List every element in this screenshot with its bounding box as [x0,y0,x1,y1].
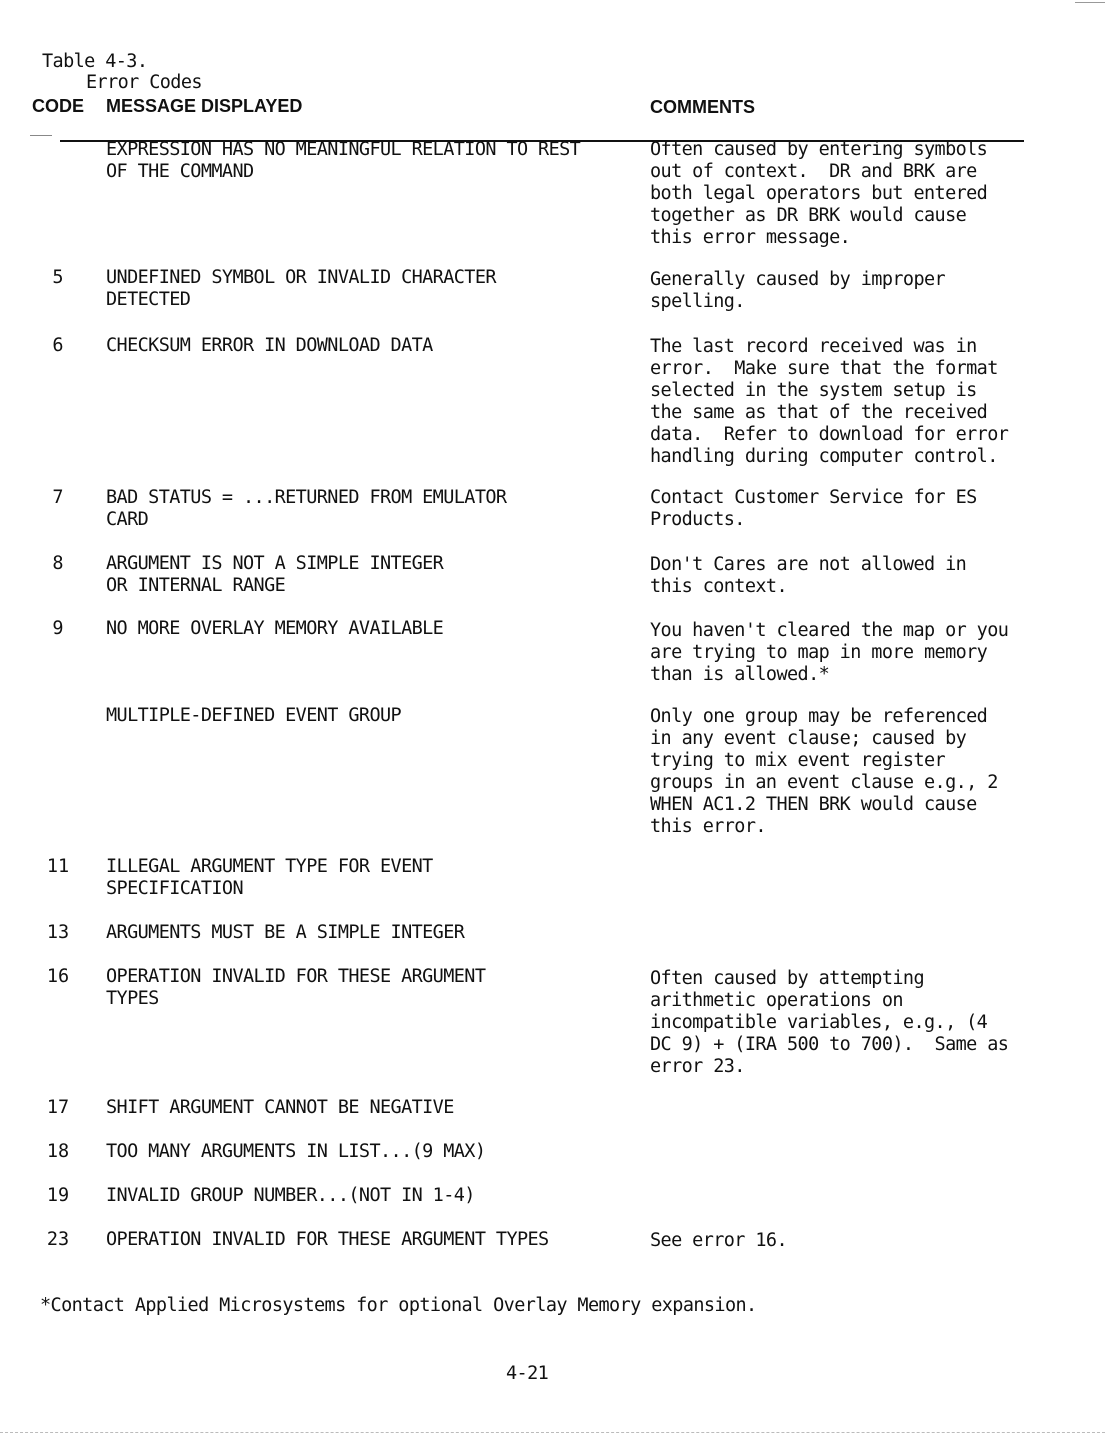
row-message: EXPRESSION HAS NO MEANINGFUL RELATION TO REST OF THE COMMAND [106,139,581,182]
row-comment: Often caused by attempting arithmetic operations on incompatible variables, e.g., (4 DC 9) + (IRA 500 to 700). Same as error 23. [650,968,1009,1077]
row-code: 17 [46,1097,70,1118]
header-message: MESSAGE DISPLAYED [106,96,303,116]
row-code: 13 [46,922,70,943]
page-number: 4-21 [506,1363,549,1384]
row-comment: See error 16. [650,1230,787,1251]
row-message: ARGUMENTS MUST BE A SIMPLE INTEGER [106,922,465,943]
row-code: 16 [46,966,70,987]
row-code: 7 [52,487,64,508]
row-message: OPERATION INVALID FOR THESE ARGUMENT TYPES [106,1229,549,1250]
row-code: 11 [46,856,70,877]
row-code: 18 [46,1141,70,1162]
row-code: 9 [52,618,64,639]
row-code: 23 [46,1229,70,1250]
row-message: UNDEFINED SYMBOL OR INVALID CHARACTER DETECTED [106,267,496,310]
header-tick [30,135,52,136]
table-title: Error Codes [86,72,202,93]
row-message: CHECKSUM ERROR IN DOWNLOAD DATA [106,335,433,356]
row-message: MULTIPLE-DEFINED EVENT GROUP [106,705,402,726]
row-message: INVALID GROUP NUMBER...(NOT IN 1-4) [106,1185,475,1206]
row-message: OPERATION INVALID FOR THESE ARGUMENT TYPES [106,966,486,1009]
row-code: 5 [52,267,64,288]
row-code: 19 [46,1185,70,1206]
row-comment: Generally caused by improper spelling. [650,269,946,312]
header-comments: COMMENTS [650,97,755,117]
header-code: CODE [32,96,85,116]
corner-mark [1075,2,1105,3]
row-code: 8 [52,553,64,574]
row-message: SHIFT ARGUMENT CANNOT BE NEGATIVE [106,1097,454,1118]
footnote: *Contact Applied Microsystems for optional Overlay Memory expansion. [40,1295,757,1316]
table-number: Table 4-3. [42,51,148,72]
row-comment: Don't Cares are not allowed in this context. [650,554,967,597]
row-comment: Only one group may be referenced in any event clause; caused by trying to mix event register groups in an event clause e.g., 2 WHEN AC1.2 THEN BRK would cause this error. [650,706,998,837]
row-comment: Contact Customer Service for ES Products. [650,487,977,530]
row-message: TOO MANY ARGUMENTS IN LIST...(9 MAX) [106,1141,486,1162]
row-message: ARGUMENT IS NOT A SIMPLE INTEGER OR INTERNAL RANGE [106,553,444,596]
row-message: BAD STATUS = ...RETURNED FROM EMULATOR CARD [106,487,507,530]
bottom-edge [0,1432,1105,1433]
row-message: NO MORE OVERLAY MEMORY AVAILABLE [106,618,444,639]
row-comment: The last record received was in error. Make sure that the format selected in the system setup is the same as that of the received data. Refer to download for error handling during computer control. [650,336,1009,467]
row-message: ILLEGAL ARGUMENT TYPE FOR EVENT SPECIFICATION [106,856,433,899]
row-comment: Often caused by entering symbols out of context. DR and BRK are both legal operators but entered together as DR BRK would cause this error message. [650,139,988,248]
row-comment: You haven't cleared the map or you are trying to map in more memory than is allowed.* [650,620,1009,685]
row-code: 6 [52,335,64,356]
